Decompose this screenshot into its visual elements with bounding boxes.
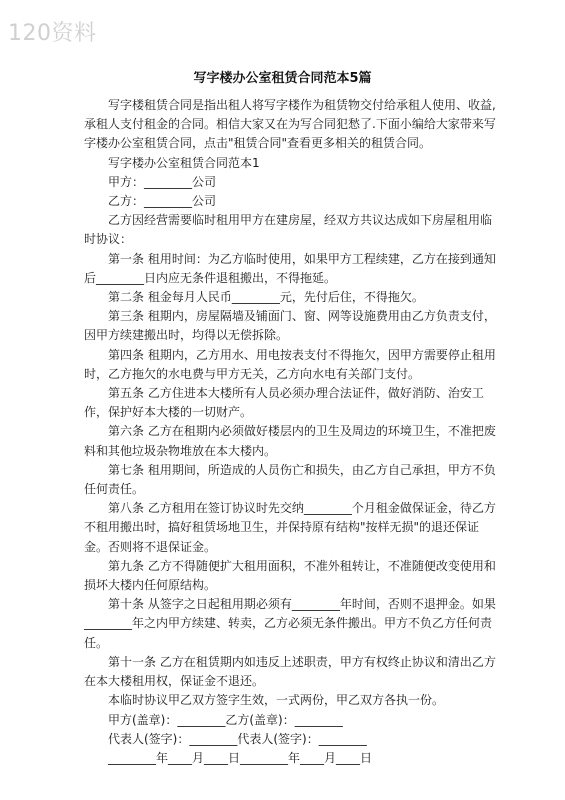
closing-statement: 本临时协议甲乙双方签字生效，一式两份，甲乙双方各执一份。 bbox=[108, 693, 445, 708]
article-2: 第二条 租金每月人民币________元，先付后住，不得拖欠。 bbox=[108, 290, 424, 305]
article-7: 第七条 租用期间，所造成的人员伤亡和损失，由乙方自己承担，甲方不负任何责任。 bbox=[84, 462, 496, 497]
article-1: 第一条 租用时间：为乙方临时使用，如果甲方工程续建，乙方在接到通知后________日内应无条件退租搬出，不得拖延。 bbox=[84, 251, 496, 285]
article-8: 第八条 乙方租用在签订协议时先交纳________个月租金做保证金，待乙方不租用搬出时，搞好租赁场地卫生，并保持原有结构"按样无损"的退还保证金。否则将不退保证金。 bbox=[84, 501, 496, 554]
party-a: 甲方：________公司 bbox=[108, 174, 217, 189]
preamble: 乙方因经营需要临时租用甲方在建房屋，经双方共议达成如下房屋租用临时协议： bbox=[84, 213, 493, 247]
contract-subtitle: 写字楼办公室租赁合同范本1 bbox=[108, 155, 260, 170]
signature-representative-line: 代表人(签字)：________代表人(签字)：________ bbox=[108, 731, 367, 746]
article-5: 第五条 乙方住进本大楼所有人员必须办理合法证件，做好消防、治安工作，保护好本大楼的一切财产。 bbox=[84, 386, 484, 420]
party-b: 乙方：________公司 bbox=[108, 194, 217, 209]
signature-seal-line: 甲方(盖章)：________乙方(盖章)：________ bbox=[108, 712, 343, 727]
article-4: 第四条 租期内，乙方用水、用电按表支付不得拖欠，因甲方需要停止租用时，乙方拖欠的水电费与甲方无关，乙方向水电有关部门支付。 bbox=[84, 347, 496, 381]
article-3: 第三条 租期内，房屋隔墙及铺面门、窗、网等设施费用由乙方负责支付，因甲方续建搬出时，均得以无偿拆除。 bbox=[84, 309, 496, 343]
document-title: 写字楼办公室租赁合同范本5篇 bbox=[193, 71, 372, 86]
article-6: 第六条 乙方在租期内必须做好楼层内的卫生及周边的环境卫生，不准把废料和其他垃圾杂物堆放在本大楼内。 bbox=[84, 424, 496, 458]
article-9: 第九条 乙方不得随便扩大租用面积，不准外租转让，不准随便改变使用和损坏大楼内任何原结构。 bbox=[84, 558, 496, 593]
intro-paragraph: 写字楼租赁合同是指出租人将写字楼作为租赁物交付给承租人使用、收益,承租人支付租金的合同。相信大家又在为写合同犯愁了.下面小编给大家带来写字楼办公室租赁合同，点击"租赁合同"查看更多相关的租赁合同。 bbox=[84, 98, 496, 151]
document-body bbox=[84, 96, 498, 768]
article-11: 第十一条 乙方在租赁期内如违反上述职责，甲方有权终止协议和清出乙方在本大楼租用权，保证金不退还。 bbox=[84, 654, 496, 689]
watermark: 120资料 bbox=[8, 21, 97, 46]
article-10: 第十条 从签字之日起租用期必须有________年时间，否则不退押金。如果________年之内甲方续建、转卖，乙方必须无条件搬出。甲方不负乙方任何责任。 bbox=[84, 597, 496, 650]
signature-date-line: ________年____月____日________年____月____日 bbox=[108, 750, 373, 765]
